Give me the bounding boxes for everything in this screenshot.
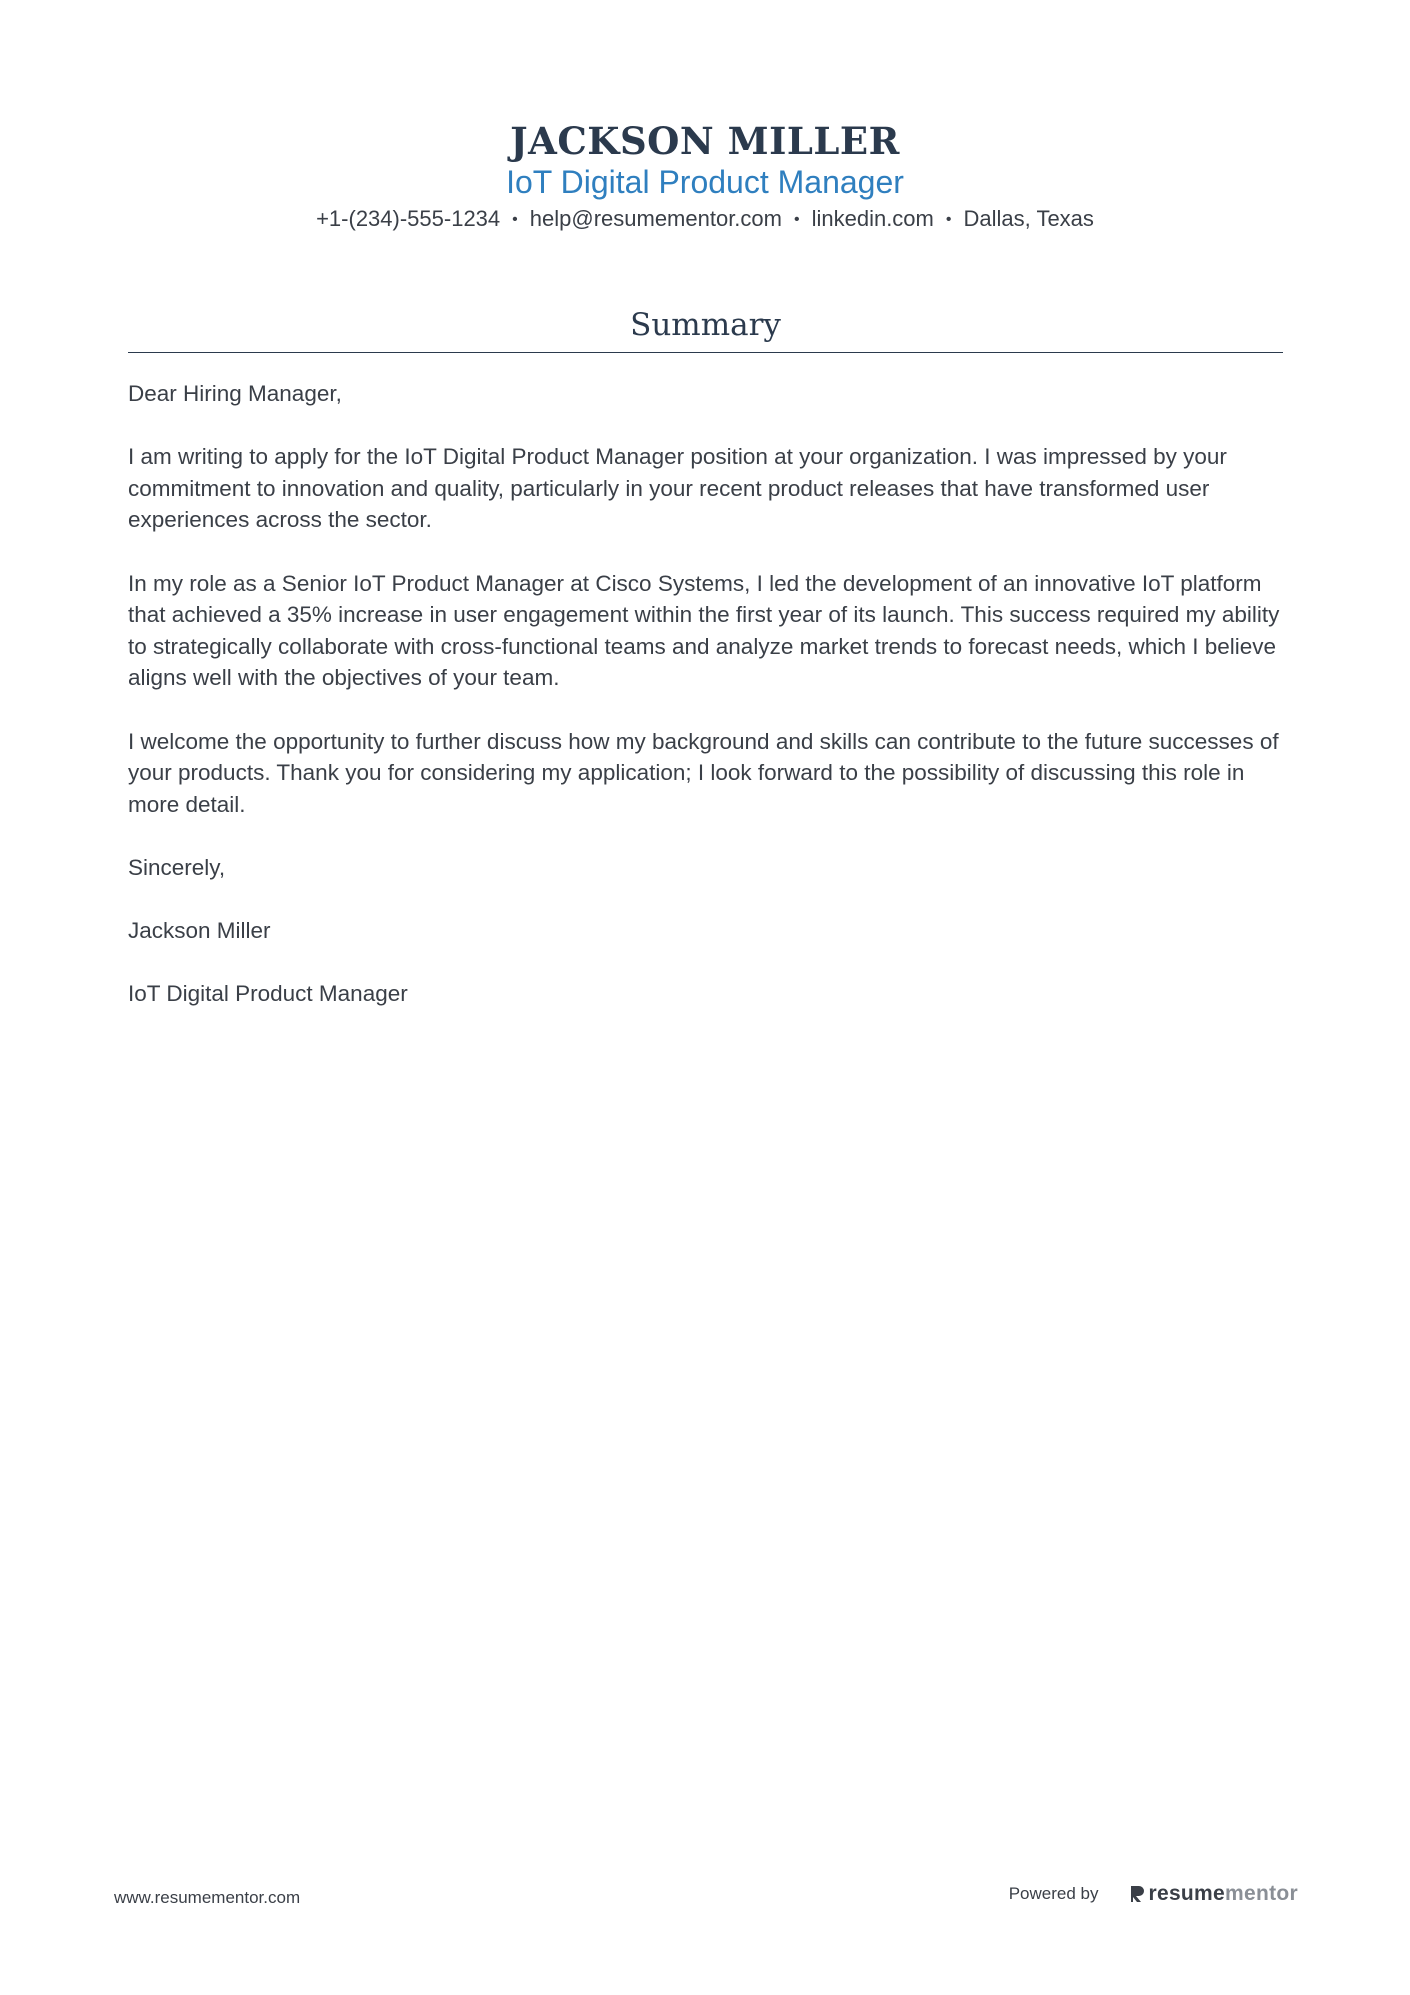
contact-email: help@resumementor.com — [529, 206, 782, 231]
applicant-name: JACKSON MILLER — [510, 119, 900, 163]
letter-header — [0, 118, 1410, 235]
contact-separator: • — [793, 211, 800, 228]
letter-paragraph: I am writing to apply for the IoT Digital Product Manager position at your organization. I was impressed by your commitment to innovation and quality, particularly in your recent product releases that have transformed user experiences across the sector. — [128, 444, 1227, 533]
section-title: Summary — [630, 307, 781, 343]
letter-body — [128, 378, 1288, 1041]
contact-separator: • — [945, 211, 952, 228]
section-divider — [128, 352, 1283, 353]
footer-website: www.resumementor.com — [114, 1888, 301, 1907]
brand-logo — [1129, 1882, 1299, 1906]
letter-paragraph: In my role as a Senior IoT Product Manager at Cisco Systems, I led the development of an innovative IoT platform that achieved a 35% increase in user engagement within the first year of its launch. This success required my ability to strategically collaborate with cross-functional teams and analyze market trends to forecast needs, which I believe aligns well with the objectives of your team. — [128, 570, 1280, 691]
contact-linkedin: linkedin.com — [811, 206, 934, 231]
brand-name-part1: resume — [1148, 1882, 1226, 1905]
signature-name: Jackson Miller — [128, 918, 271, 944]
contact-line — [0, 204, 1410, 235]
letter-closing: Sincerely, — [128, 854, 226, 880]
contact-phone: +1-(234)-555-1234 — [316, 206, 501, 231]
letter-greeting: Dear Hiring Manager, — [128, 381, 342, 406]
applicant-title: IoT Digital Product Manager — [506, 164, 904, 200]
contact-location: Dallas, Texas — [963, 206, 1094, 231]
footer-branding — [1009, 1882, 1298, 1906]
letter-paragraph: I welcome the opportunity to further discuss how my background and skills can contribute to the future successes of your products. Thank you for considering my application; I look forward to the possibility of discussing this role in more detail. — [128, 728, 1279, 817]
brand-name-part2: mentor — [1225, 1882, 1298, 1905]
signature-title: IoT Digital Product Manager — [128, 981, 408, 1007]
powered-by-label: Powered by — [1008, 1884, 1099, 1903]
contact-separator: • — [512, 211, 518, 228]
resumementor-logo-icon — [1129, 1884, 1145, 1904]
